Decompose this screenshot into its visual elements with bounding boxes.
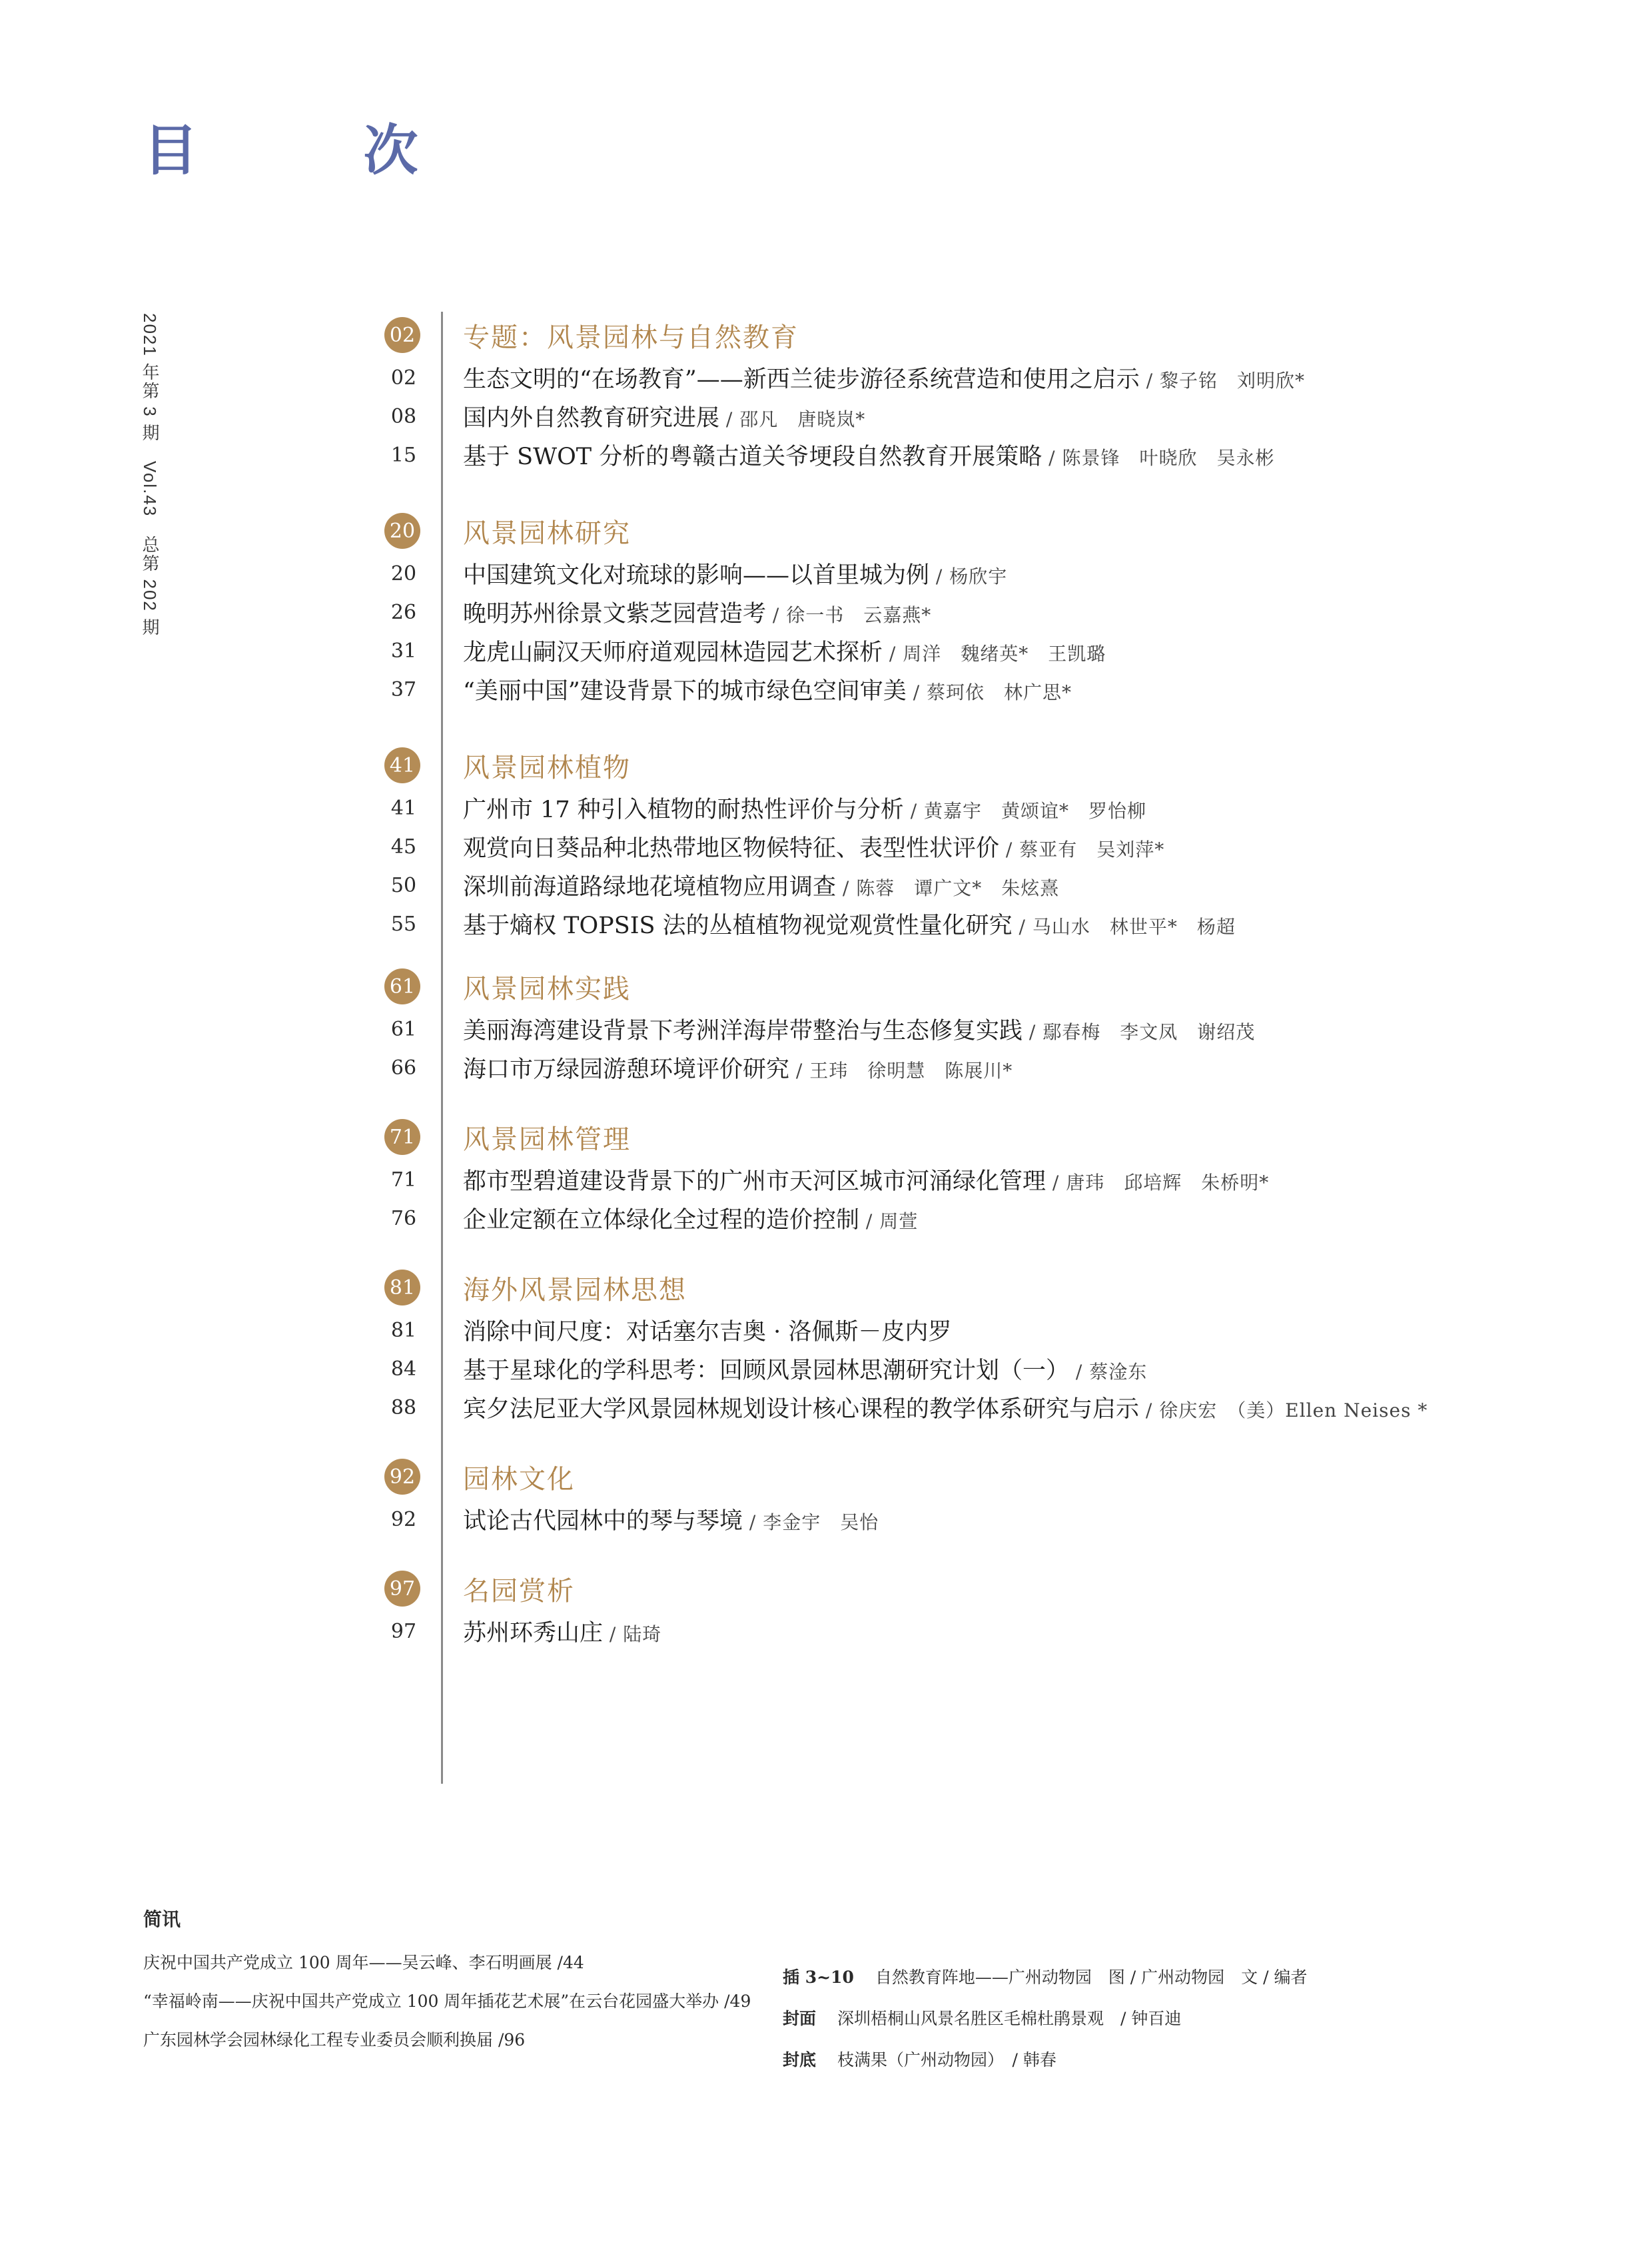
entry-title: 基于星球化的学科思考：回顾风景园林思潮研究计划（一） — [463, 1357, 1070, 1384]
section-header[interactable] — [383, 1565, 1515, 1612]
bottom-area — [143, 1905, 1542, 2069]
section-title: 名园赏析 — [463, 1575, 575, 1607]
entry-title-line — [463, 361, 1305, 394]
entry-page-number: 92 — [390, 1507, 417, 1531]
section-header[interactable] — [383, 1264, 1515, 1311]
entry-title-line — [463, 1163, 1269, 1196]
news-item[interactable]: 广东园林学会园林绿化工程专业委员会顺利换届 /96 — [143, 2030, 526, 2050]
section-title: 海外风景园林思想 — [463, 1274, 687, 1306]
entry-title: 美丽海湾建设背景下考洲洋海岸带整治与生态修复实践 — [463, 1018, 1023, 1044]
issue-info: 2021 年第 3 期 Vol.43 总第 202 期 — [140, 313, 160, 637]
section-page-badge: 02 — [384, 317, 420, 353]
entry-page-number: 20 — [390, 561, 417, 585]
entry-authors: / 徐庆宏 （美）Ellen Neises * — [1139, 1399, 1428, 1421]
entry-authors: / 蔡淦东 — [1069, 1361, 1148, 1383]
entry-title: 观赏向日葵品种北热带地区物候特征、表型性状评价 — [463, 835, 1000, 862]
section-title: 风景园林管理 — [463, 1124, 631, 1155]
entry-title: 基于 SWOT 分析的粤赣古道关爷埂段自然教育开展策略 — [463, 444, 1042, 470]
section-page-badge: 41 — [384, 747, 420, 783]
section-page-badge: 92 — [384, 1459, 420, 1495]
entry-authors: / 鄢春梅 李文凤 谢绍茂 — [1023, 1021, 1256, 1043]
plate-label: 封底 — [783, 2050, 817, 2069]
entry-title-line — [463, 634, 1106, 667]
entry-page-number: 97 — [390, 1619, 417, 1643]
entry-authors: / 周洋 魏绪英* 王凯璐 — [883, 643, 1106, 665]
entry-title-line — [463, 557, 1007, 590]
entry-title-line — [463, 907, 1236, 940]
section-header[interactable] — [383, 508, 1515, 554]
toc-entry[interactable] — [383, 1388, 1515, 1427]
entry-title: 都市型碧道建设背景下的广州市天河区城市河涌绿化管理 — [463, 1168, 1046, 1195]
toc-entry[interactable] — [383, 827, 1515, 866]
section-title: 专题：风景园林与自然教育 — [463, 322, 799, 353]
toc-entry[interactable] — [383, 789, 1515, 827]
news-heading: 简讯 — [143, 1908, 181, 1930]
toc-section — [383, 963, 1515, 1087]
entry-title: 宾夕法尼亚大学风景园林规划设计核心课程的教学体系研究与启示 — [463, 1396, 1140, 1423]
toc-section — [383, 1453, 1515, 1539]
toc-entry[interactable] — [383, 905, 1515, 943]
entry-title: 生态文明的“在场教育”——新西兰徒步游径系统营造和使用之启示 — [463, 366, 1140, 393]
section-page-badge: 20 — [384, 513, 420, 549]
entry-title-line — [463, 1202, 918, 1235]
entry-page-number: 08 — [390, 404, 417, 428]
entry-authors: / 唐玮 邱培辉 朱桥明* — [1046, 1172, 1270, 1194]
toc-entry[interactable] — [383, 397, 1515, 436]
entry-title: 龙虎山嗣汉天师府道观园林造园艺术探析 — [463, 639, 883, 666]
entry-page-number: 37 — [390, 677, 417, 701]
toc-entry[interactable] — [383, 554, 1515, 593]
toc-entry[interactable] — [383, 1500, 1515, 1539]
entry-title-line — [463, 1352, 1147, 1385]
section-header[interactable] — [383, 312, 1515, 358]
entry-title: 深圳前海道路绿地花境植物应用调查 — [463, 874, 837, 901]
toc-entry[interactable] — [383, 1160, 1515, 1199]
table-of-contents — [383, 312, 1515, 1651]
toc-entry[interactable] — [383, 1349, 1515, 1388]
toc-entry[interactable] — [383, 670, 1515, 709]
toc-entry[interactable] — [383, 1311, 1515, 1349]
entry-title-line — [463, 1503, 879, 1536]
entry-title-line — [463, 830, 1164, 863]
toc-section — [383, 1114, 1515, 1238]
entry-title: 国内外自然教育研究进展 — [463, 405, 720, 432]
section-title: 风景园林植物 — [463, 752, 631, 783]
toc-section — [383, 508, 1515, 709]
entry-page-number: 50 — [390, 873, 417, 897]
entry-title: “美丽中国”建设背景下的城市绿色空间审美 — [463, 678, 907, 705]
toc-entry[interactable] — [383, 866, 1515, 905]
toc-entry[interactable] — [383, 1612, 1515, 1651]
section-header[interactable] — [383, 1453, 1515, 1500]
entry-authors: / 黄嘉宇 黄颂谊* 罗怡柳 — [903, 800, 1147, 822]
entry-page-number: 26 — [390, 600, 417, 624]
entry-authors: / 周萱 — [859, 1210, 919, 1232]
entry-authors: / 杨欣宇 — [929, 565, 1008, 587]
entry-page-number: 84 — [390, 1357, 417, 1381]
section-header[interactable] — [383, 963, 1515, 1010]
section-title: 风景园林研究 — [463, 518, 631, 549]
plate-label: 插 3~10 — [783, 1968, 854, 1987]
entry-page-number: 76 — [390, 1206, 417, 1230]
toc-section — [383, 1565, 1515, 1651]
section-title: 园林文化 — [463, 1463, 575, 1495]
section-header[interactable] — [383, 1114, 1515, 1160]
toc-entry[interactable] — [383, 1010, 1515, 1048]
entry-title-line — [463, 1012, 1255, 1046]
section-header[interactable] — [383, 742, 1515, 789]
entry-page-number: 31 — [390, 639, 417, 663]
toc-section — [383, 1264, 1515, 1427]
section-page-badge: 61 — [384, 968, 420, 1004]
entry-authors: / 蔡珂依 林广思* — [906, 681, 1072, 703]
entry-title-line — [463, 400, 865, 433]
toc-entry[interactable] — [383, 1048, 1515, 1087]
plate-text: 枝满果（广州动物园） / 韩春 — [837, 2050, 1056, 2069]
plates-list — [783, 1957, 1307, 2081]
entry-page-number: 45 — [390, 835, 417, 859]
entry-title-line — [463, 438, 1275, 472]
section-page-badge: 71 — [384, 1119, 420, 1155]
toc-section — [383, 312, 1515, 474]
entry-title-line — [463, 1615, 661, 1648]
entry-title: 试论古代园林中的琴与琴境 — [463, 1508, 743, 1535]
toc-entry[interactable] — [383, 593, 1515, 631]
plate-item[interactable] — [783, 2040, 1307, 2081]
entry-title-line — [463, 1051, 1013, 1084]
entry-authors: / 马山水 林世平* 杨超 — [1012, 916, 1236, 938]
entry-page-number: 02 — [390, 366, 417, 390]
entry-authors: / 陆琦 — [603, 1623, 662, 1645]
entry-title-line — [463, 869, 1059, 902]
entry-title-line — [463, 1313, 951, 1347]
entry-authors: / 陈蓉 谭广文* 朱炫熹 — [836, 877, 1060, 899]
entry-page-number: 15 — [390, 443, 417, 467]
plate-item[interactable] — [783, 1957, 1307, 1998]
entry-page-number: 88 — [390, 1395, 417, 1419]
entry-title-line — [463, 673, 1072, 706]
entry-title: 中国建筑文化对琉球的影响——以首里城为例 — [463, 562, 930, 589]
entry-authors: / 王玮 徐明慧 陈展川* — [789, 1060, 1013, 1082]
news-item[interactable]: 庆祝中国共产党成立 100 周年——吴云峰、李石明画展 /44 — [143, 1953, 584, 1972]
entry-page-number: 81 — [390, 1318, 417, 1342]
entry-title-line — [463, 595, 931, 629]
entry-title: 消除中间尺度：对话塞尔吉奥 · 洛佩斯－皮内罗 — [463, 1319, 952, 1345]
entry-page-number: 71 — [390, 1168, 417, 1192]
toc-section — [383, 742, 1515, 943]
plate-text: 自然教育阵地——广州动物园 图 / 广州动物园 文 / 编者 — [875, 1968, 1308, 1987]
entry-authors: / 黎子铭 刘明欣* — [1139, 370, 1306, 392]
page-title: 目 次 — [143, 119, 492, 183]
section-page-badge: 97 — [384, 1571, 420, 1607]
toc-entry[interactable] — [383, 631, 1515, 670]
entry-title: 晚明苏州徐景文紫芝园营造考 — [463, 601, 767, 627]
news-item[interactable]: “幸福岭南——庆祝中国共产党成立 100 周年插花艺术展”在云台花园盛大举办 /49 — [143, 1992, 751, 2011]
entry-authors: / 邵凡 唐晓岚* — [719, 408, 866, 430]
entry-page-number: 55 — [390, 912, 417, 936]
toc-entry[interactable] — [383, 436, 1515, 474]
section-page-badge: 81 — [384, 1270, 420, 1306]
entry-authors: / 陈景锋 叶晓欣 吴永彬 — [1042, 447, 1275, 469]
entry-page-number: 41 — [390, 796, 417, 820]
plate-text: 深圳梧桐山风景名胜区毛棉杜鹃景观 / 钟百迪 — [837, 2009, 1182, 2028]
entry-title-line — [463, 791, 1146, 825]
entry-title: 苏州环秀山庄 — [463, 1620, 604, 1647]
entry-authors: / 徐一书 云嘉燕* — [766, 604, 932, 626]
plate-label: 封面 — [783, 2009, 817, 2028]
entry-title: 企业定额在立体绿化全过程的造价控制 — [463, 1207, 860, 1234]
entry-title: 广州市 17 种引入植物的耐热性评价与分析 — [463, 797, 904, 823]
entry-authors: / 蔡亚有 吴刘萍* — [999, 839, 1165, 861]
toc-entry[interactable] — [383, 1199, 1515, 1238]
toc-entry[interactable] — [383, 358, 1515, 397]
entry-title: 海口市万绿园游憩环境评价研究 — [463, 1056, 790, 1083]
entry-authors: / 李金宇 吴怡 — [743, 1511, 879, 1533]
entry-title-line — [463, 1391, 1428, 1424]
plate-item[interactable] — [783, 1998, 1307, 2040]
entry-title: 基于熵权 TOPSIS 法的丛植植物视觉观赏性量化研究 — [463, 913, 1013, 939]
entry-page-number: 66 — [390, 1056, 417, 1080]
entry-page-number: 61 — [390, 1017, 417, 1041]
section-title: 风景园林实践 — [463, 973, 631, 1004]
